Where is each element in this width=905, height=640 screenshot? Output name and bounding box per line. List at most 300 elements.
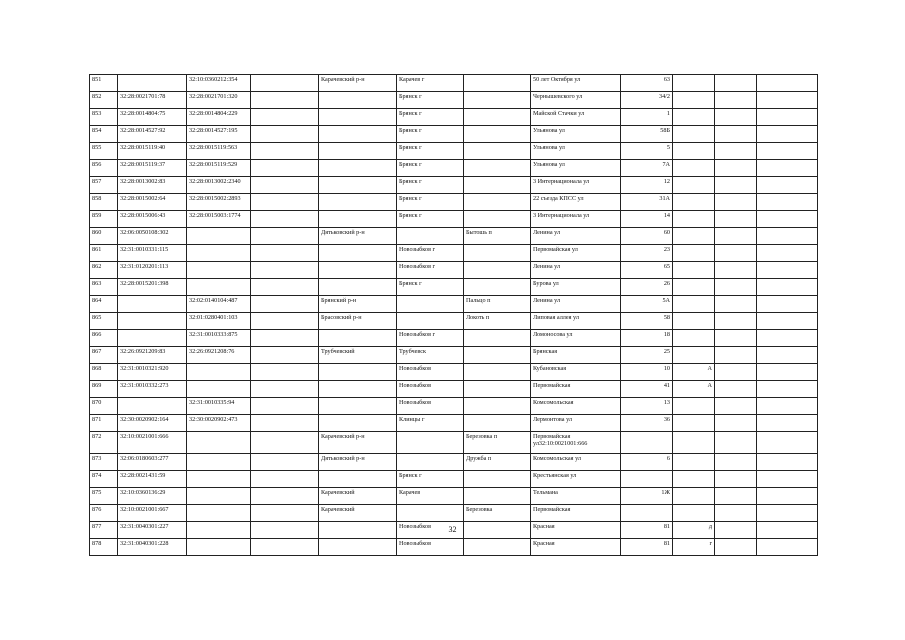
settlement-cell: Дружба п	[464, 454, 531, 471]
district-cell: Дятьковский р-н	[319, 228, 397, 245]
cadastral-number-building-cell: 32:26:0921208:76	[187, 347, 251, 364]
row-number-cell: 858	[90, 194, 118, 211]
apartment-cell	[757, 194, 818, 211]
table-row	[90, 279, 818, 296]
cadastral-number-land-cell: 32:28:0021701:78	[118, 92, 187, 109]
cadastral-number-land-cell	[118, 330, 187, 347]
house-number-cell: 26	[621, 279, 673, 296]
district-cell: Карачевский р-н	[319, 75, 397, 92]
district-cell: Карачевский	[319, 488, 397, 505]
settlement-cell	[464, 92, 531, 109]
house-letter-cell	[673, 471, 715, 488]
apartment-cell	[757, 228, 818, 245]
city-cell: Новозыбков г	[397, 262, 464, 279]
table-row	[90, 347, 818, 364]
row-number-cell: 867	[90, 347, 118, 364]
extra-column-cell	[251, 211, 319, 228]
table-row	[90, 313, 818, 330]
extra-column-cell	[251, 75, 319, 92]
street-cell: Красная	[531, 539, 621, 556]
district-cell	[319, 126, 397, 143]
cadastral-number-building-cell: 32:02:0140104:487	[187, 296, 251, 313]
settlement-cell	[464, 126, 531, 143]
cadastral-number-land-cell	[118, 296, 187, 313]
settlement-cell	[464, 381, 531, 398]
house-letter-cell	[673, 330, 715, 347]
district-cell: Брянский р-н	[319, 296, 397, 313]
cadastral-number-land-cell: 32:31:0040301:228	[118, 539, 187, 556]
building-number-cell	[715, 471, 757, 488]
building-number-cell	[715, 330, 757, 347]
cadastral-number-building-cell	[187, 262, 251, 279]
cadastral-number-building-cell: 32:28:0014804:229	[187, 109, 251, 126]
street-cell: Майской Стачки ул	[531, 109, 621, 126]
row-number-cell: 863	[90, 279, 118, 296]
building-number-cell	[715, 505, 757, 522]
row-number-cell: 852	[90, 92, 118, 109]
house-number-cell: 5	[621, 143, 673, 160]
cadastral-number-building-cell	[187, 488, 251, 505]
house-letter-cell	[673, 313, 715, 330]
house-number-cell: 36	[621, 415, 673, 432]
building-number-cell	[715, 432, 757, 454]
cadastral-number-building-cell: 32:31:0010335:94	[187, 398, 251, 415]
building-number-cell	[715, 228, 757, 245]
house-number-cell: 23	[621, 245, 673, 262]
building-number-cell	[715, 126, 757, 143]
row-number-cell: 877	[90, 522, 118, 539]
building-number-cell	[715, 262, 757, 279]
house-number-cell: 58	[621, 313, 673, 330]
table-row	[90, 381, 818, 398]
cadastral-number-building-cell	[187, 381, 251, 398]
district-cell	[319, 92, 397, 109]
district-cell: Карачевский р-н	[319, 432, 397, 454]
building-number-cell	[715, 539, 757, 556]
city-cell: Брянск г	[397, 471, 464, 488]
extra-column-cell	[251, 109, 319, 126]
city-cell: Новозыбков	[397, 522, 464, 539]
district-cell	[319, 143, 397, 160]
house-letter-cell	[673, 109, 715, 126]
house-letter-cell	[673, 296, 715, 313]
cadastral-number-building-cell: 32:28:0015003:1774	[187, 211, 251, 228]
cadastral-number-land-cell: 32:31:0010332:273	[118, 381, 187, 398]
extra-column-cell	[251, 194, 319, 211]
table-row	[90, 245, 818, 262]
building-number-cell	[715, 75, 757, 92]
city-cell	[397, 313, 464, 330]
settlement-cell: Бытошь п	[464, 228, 531, 245]
building-number-cell	[715, 313, 757, 330]
cadastral-number-building-cell: 32:28:0015119:529	[187, 160, 251, 177]
settlement-cell	[464, 177, 531, 194]
district-cell	[319, 160, 397, 177]
house-letter-cell: д	[673, 522, 715, 539]
cadastral-number-building-cell	[187, 245, 251, 262]
row-number-cell: 856	[90, 160, 118, 177]
street-cell: Ульянова ул	[531, 143, 621, 160]
house-letter-cell	[673, 398, 715, 415]
district-cell: Брасовский р-н	[319, 313, 397, 330]
apartment-cell	[757, 454, 818, 471]
apartment-cell	[757, 347, 818, 364]
city-cell: Брянск г	[397, 109, 464, 126]
apartment-cell	[757, 330, 818, 347]
cadastral-number-land-cell: 32:30:0020902:164	[118, 415, 187, 432]
row-number-cell: 871	[90, 415, 118, 432]
district-cell: Трубчевский	[319, 347, 397, 364]
table-row	[90, 432, 818, 454]
settlement-cell	[464, 211, 531, 228]
building-number-cell	[715, 194, 757, 211]
apartment-cell	[757, 143, 818, 160]
street-cell: Чернышевского ул	[531, 92, 621, 109]
table-row	[90, 92, 818, 109]
row-number-cell: 873	[90, 454, 118, 471]
city-cell	[397, 454, 464, 471]
apartment-cell	[757, 92, 818, 109]
table-row	[90, 488, 818, 505]
cadastral-number-land-cell: 32:28:0021431:59	[118, 471, 187, 488]
cadastral-number-land-cell	[118, 75, 187, 92]
settlement-cell	[464, 75, 531, 92]
building-number-cell	[715, 279, 757, 296]
cadastral-number-building-cell	[187, 505, 251, 522]
extra-column-cell	[251, 471, 319, 488]
extra-column-cell	[251, 279, 319, 296]
apartment-cell	[757, 415, 818, 432]
city-cell: Карачев	[397, 488, 464, 505]
district-cell: Карачевский	[319, 505, 397, 522]
building-number-cell	[715, 381, 757, 398]
building-number-cell	[715, 211, 757, 228]
settlement-cell: Березовка п	[464, 432, 531, 454]
row-number-cell: 874	[90, 471, 118, 488]
extra-column-cell	[251, 126, 319, 143]
house-number-cell: 18	[621, 330, 673, 347]
district-cell	[319, 109, 397, 126]
extra-column-cell	[251, 398, 319, 415]
row-number-cell: 862	[90, 262, 118, 279]
row-number-cell: 859	[90, 211, 118, 228]
settlement-cell	[464, 279, 531, 296]
city-cell: Брянск г	[397, 160, 464, 177]
apartment-cell	[757, 398, 818, 415]
city-cell: Брянск г	[397, 279, 464, 296]
house-number-cell: 1Ж	[621, 488, 673, 505]
cadastral-number-land-cell: 32:31:0120201:113	[118, 262, 187, 279]
house-letter-cell	[673, 211, 715, 228]
city-cell: Новозыбков г	[397, 330, 464, 347]
table-row	[90, 262, 818, 279]
street-cell: Ульянова ул	[531, 126, 621, 143]
building-number-cell	[715, 296, 757, 313]
house-number-cell: 14	[621, 211, 673, 228]
extra-column-cell	[251, 296, 319, 313]
cadastral-number-land-cell: 32:31:0010321:920	[118, 364, 187, 381]
cadastral-number-building-cell	[187, 539, 251, 556]
apartment-cell	[757, 262, 818, 279]
city-cell: Трубчевск	[397, 347, 464, 364]
cadastral-number-land-cell: 32:28:0014804:75	[118, 109, 187, 126]
building-number-cell	[715, 143, 757, 160]
extra-column-cell	[251, 160, 319, 177]
cadastral-number-land-cell: 32:31:0040301:227	[118, 522, 187, 539]
house-number-cell: 7А	[621, 160, 673, 177]
settlement-cell: Локоть п	[464, 313, 531, 330]
building-number-cell	[715, 488, 757, 505]
district-cell	[319, 262, 397, 279]
row-number-cell: 857	[90, 177, 118, 194]
street-cell: Первомайская	[531, 381, 621, 398]
extra-column-cell	[251, 505, 319, 522]
district-cell	[319, 398, 397, 415]
apartment-cell	[757, 177, 818, 194]
settlement-cell	[464, 539, 531, 556]
city-cell: Новозыбков г	[397, 245, 464, 262]
city-cell: Новозыбков	[397, 539, 464, 556]
table-row	[90, 505, 818, 522]
cadastral-number-land-cell: 32:28:0015119:37	[118, 160, 187, 177]
house-number-cell: 10	[621, 364, 673, 381]
city-cell: Брянск г	[397, 211, 464, 228]
house-letter-cell	[673, 505, 715, 522]
cadastral-number-building-cell: 32:31:0010333:875	[187, 330, 251, 347]
district-cell	[319, 364, 397, 381]
apartment-cell	[757, 211, 818, 228]
house-number-cell	[621, 505, 673, 522]
district-cell	[319, 194, 397, 211]
extra-column-cell	[251, 381, 319, 398]
building-number-cell	[715, 364, 757, 381]
table-row	[90, 330, 818, 347]
city-cell: Брянск г	[397, 126, 464, 143]
street-cell: Брянская	[531, 347, 621, 364]
street-cell: Ломоносова ул	[531, 330, 621, 347]
table-row	[90, 143, 818, 160]
building-number-cell	[715, 177, 757, 194]
house-number-cell: 60	[621, 228, 673, 245]
extra-column-cell	[251, 245, 319, 262]
extra-column-cell	[251, 262, 319, 279]
house-number-cell: 34/2	[621, 92, 673, 109]
cadastral-number-land-cell: 32:28:0015006:43	[118, 211, 187, 228]
row-number-cell: 864	[90, 296, 118, 313]
street-cell: Первомайская ул32:10:0021001:666	[531, 432, 621, 454]
house-number-cell: 31А	[621, 194, 673, 211]
street-cell: Красная	[531, 522, 621, 539]
district-cell	[319, 245, 397, 262]
apartment-cell	[757, 381, 818, 398]
cadastral-number-building-cell: 32:28:0014527:195	[187, 126, 251, 143]
table-row	[90, 75, 818, 92]
settlement-cell	[464, 398, 531, 415]
extra-column-cell	[251, 92, 319, 109]
street-cell: Тельмана	[531, 488, 621, 505]
house-letter-cell	[673, 262, 715, 279]
house-number-cell: 12	[621, 177, 673, 194]
district-cell	[319, 381, 397, 398]
district-cell	[319, 415, 397, 432]
cadastral-number-land-cell: 32:28:0014527:92	[118, 126, 187, 143]
house-number-cell	[621, 471, 673, 488]
apartment-cell	[757, 539, 818, 556]
house-letter-cell	[673, 454, 715, 471]
apartment-cell	[757, 471, 818, 488]
city-cell: Брянск г	[397, 92, 464, 109]
house-letter-cell	[673, 228, 715, 245]
street-cell: Лермонтова ул	[531, 415, 621, 432]
city-cell	[397, 505, 464, 522]
building-number-cell	[715, 160, 757, 177]
cadastral-number-land-cell: 32:28:0015002:64	[118, 194, 187, 211]
settlement-cell: Березовка	[464, 505, 531, 522]
extra-column-cell	[251, 488, 319, 505]
street-cell: 50 лет Октября ул	[531, 75, 621, 92]
settlement-cell	[464, 415, 531, 432]
street-cell: Кубановская	[531, 364, 621, 381]
cadastral-number-building-cell	[187, 279, 251, 296]
extra-column-cell	[251, 228, 319, 245]
cadastral-number-land-cell: 32:06:0180603:277	[118, 454, 187, 471]
cadastral-number-building-cell: 32:10:0360212:354	[187, 75, 251, 92]
extra-column-cell	[251, 177, 319, 194]
apartment-cell	[757, 488, 818, 505]
building-number-cell	[715, 415, 757, 432]
apartment-cell	[757, 505, 818, 522]
house-letter-cell	[673, 347, 715, 364]
street-cell: 3 Интернационала ул	[531, 211, 621, 228]
house-letter-cell	[673, 488, 715, 505]
table-body	[90, 75, 818, 556]
table-row	[90, 415, 818, 432]
district-cell	[319, 539, 397, 556]
city-cell: Новозыбков	[397, 398, 464, 415]
row-number-cell: 875	[90, 488, 118, 505]
cadastral-number-land-cell: 32:31:0010331:115	[118, 245, 187, 262]
house-number-cell: 41	[621, 381, 673, 398]
street-cell: Ленина ул	[531, 262, 621, 279]
cadastral-number-land-cell: 32:28:0015119:40	[118, 143, 187, 160]
cadastral-number-land-cell: 32:28:0015201:398	[118, 279, 187, 296]
row-number-cell: 855	[90, 143, 118, 160]
building-number-cell	[715, 245, 757, 262]
street-cell: Ленина ул	[531, 296, 621, 313]
table-row	[90, 539, 818, 556]
city-cell	[397, 432, 464, 454]
building-number-cell	[715, 347, 757, 364]
house-letter-cell	[673, 432, 715, 454]
building-number-cell	[715, 109, 757, 126]
house-number-cell: 1	[621, 109, 673, 126]
settlement-cell: Пальцо п	[464, 296, 531, 313]
table-row	[90, 398, 818, 415]
settlement-cell	[464, 262, 531, 279]
district-cell	[319, 330, 397, 347]
building-number-cell	[715, 398, 757, 415]
city-cell: Брянск г	[397, 194, 464, 211]
apartment-cell	[757, 109, 818, 126]
house-letter-cell: А	[673, 381, 715, 398]
cadastral-number-building-cell: 32:28:0021701:320	[187, 92, 251, 109]
house-number-cell: 13	[621, 398, 673, 415]
street-cell: Комсомольская ул	[531, 454, 621, 471]
page-number: 32	[448, 525, 457, 534]
settlement-cell	[464, 471, 531, 488]
extra-column-cell	[251, 330, 319, 347]
house-number-cell	[621, 432, 673, 454]
house-number-cell: 81	[621, 539, 673, 556]
street-cell: Ульянова ул	[531, 160, 621, 177]
extra-column-cell	[251, 143, 319, 160]
apartment-cell	[757, 126, 818, 143]
table-row	[90, 228, 818, 245]
street-cell: Липовая аллея ул	[531, 313, 621, 330]
district-cell	[319, 471, 397, 488]
cadastral-number-land-cell: 32:10:0021001:666	[118, 432, 187, 454]
apartment-cell	[757, 364, 818, 381]
street-cell: Крестьянская ул	[531, 471, 621, 488]
city-cell: Новозыбков	[397, 381, 464, 398]
cadastral-number-building-cell	[187, 364, 251, 381]
cadastral-number-land-cell	[118, 313, 187, 330]
district-cell	[319, 279, 397, 296]
row-number-cell: 872	[90, 432, 118, 454]
cadastral-number-building-cell: 32:30:0020902:473	[187, 415, 251, 432]
cadastral-number-land-cell: 32:28:0013002:83	[118, 177, 187, 194]
settlement-cell	[464, 347, 531, 364]
street-cell: Бурова ул	[531, 279, 621, 296]
house-number-cell: 81	[621, 522, 673, 539]
settlement-cell	[464, 160, 531, 177]
street-cell: Комсомольская	[531, 398, 621, 415]
house-letter-cell	[673, 75, 715, 92]
table-row	[90, 160, 818, 177]
apartment-cell	[757, 160, 818, 177]
table-row	[90, 471, 818, 488]
house-letter-cell: г	[673, 539, 715, 556]
extra-column-cell	[251, 364, 319, 381]
cadastral-number-building-cell: 32:28:0015119:563	[187, 143, 251, 160]
house-letter-cell	[673, 160, 715, 177]
house-letter-cell	[673, 143, 715, 160]
row-number-cell: 866	[90, 330, 118, 347]
cadastral-number-building-cell	[187, 228, 251, 245]
street-cell: 3 Интернационала ул	[531, 177, 621, 194]
cadastral-number-building-cell	[187, 454, 251, 471]
cadastral-number-land-cell: 32:26:0921209:83	[118, 347, 187, 364]
table-row	[90, 454, 818, 471]
cadastral-number-land-cell: 32:10:0021001:667	[118, 505, 187, 522]
row-number-cell: 869	[90, 381, 118, 398]
table-row	[90, 177, 818, 194]
city-cell: Брянск г	[397, 143, 464, 160]
city-cell: Новозыбков	[397, 364, 464, 381]
city-cell: Клинцы г	[397, 415, 464, 432]
city-cell: Карачев г	[397, 75, 464, 92]
street-cell: Первомайская ул	[531, 245, 621, 262]
cadastral-number-building-cell: 32:01:0280401:103	[187, 313, 251, 330]
table-row	[90, 109, 818, 126]
city-cell	[397, 296, 464, 313]
house-number-cell: 58Б	[621, 126, 673, 143]
house-letter-cell	[673, 126, 715, 143]
apartment-cell	[757, 432, 818, 454]
house-letter-cell	[673, 177, 715, 194]
table-row	[90, 194, 818, 211]
building-number-cell	[715, 92, 757, 109]
